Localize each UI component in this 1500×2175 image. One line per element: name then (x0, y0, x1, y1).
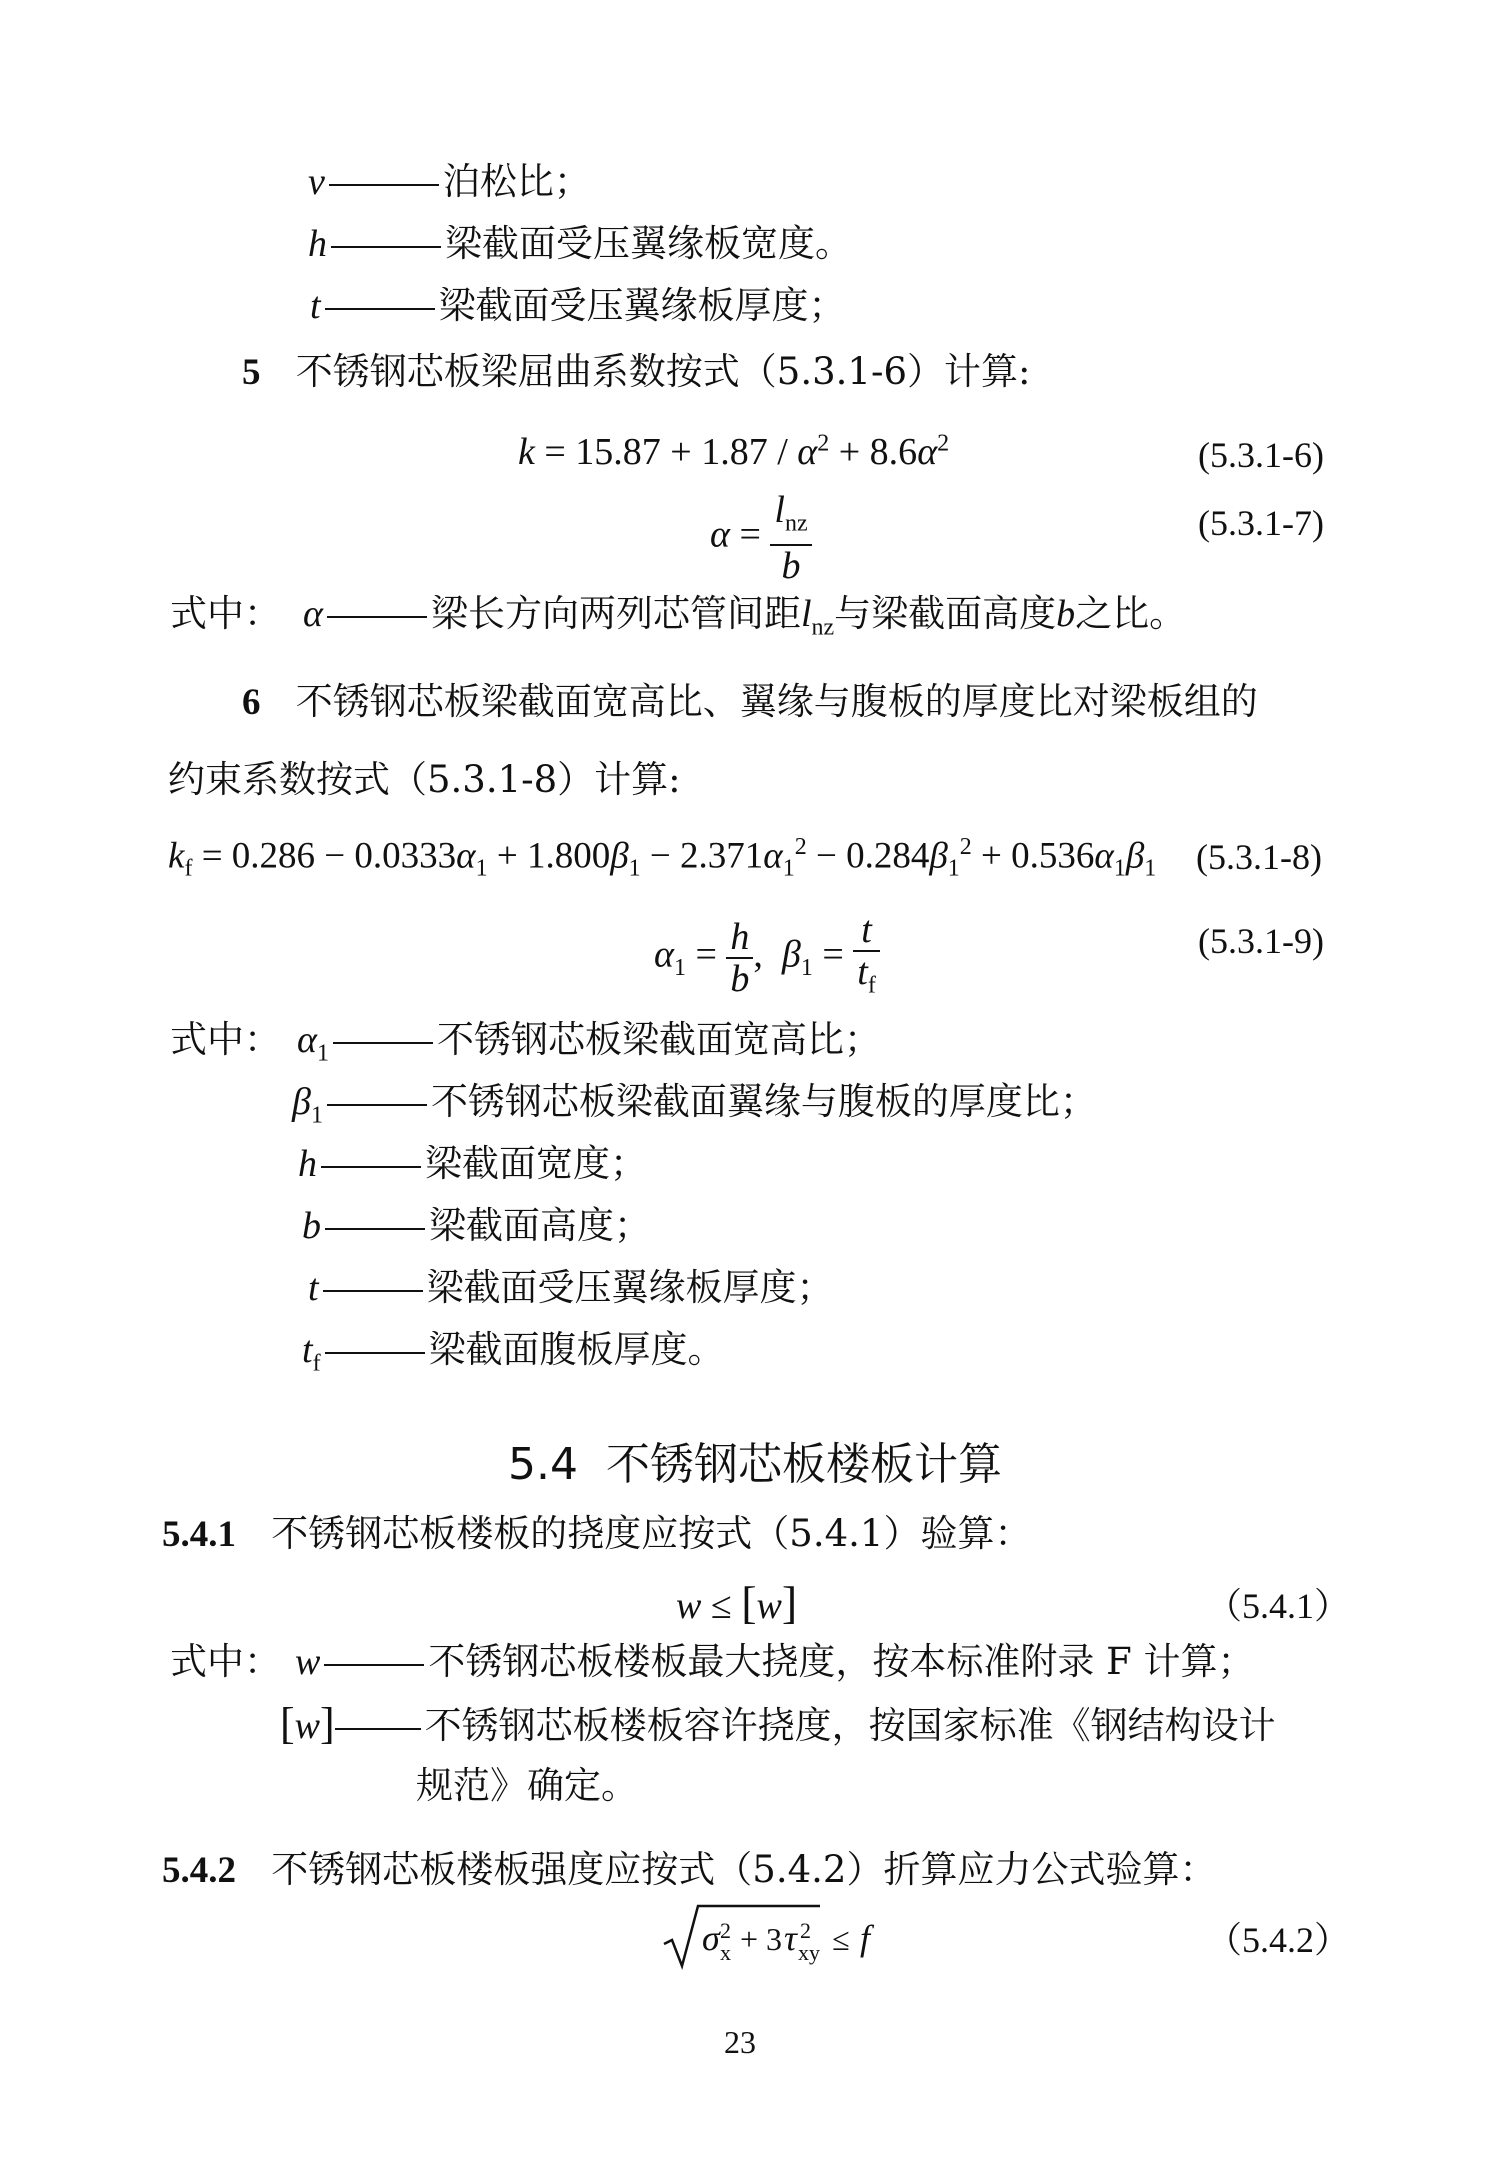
item-6-line1: 6 不锈钢芯板梁截面宽高比、翼缘与腹板的厚度比对梁板组的 (242, 680, 1258, 723)
def-ww: [w] 不锈钢芯板楼板容许挠度，按国家标准《钢结构设计 (280, 1699, 1276, 1748)
clause-5-4-2: 5.4.2 不锈钢芯板楼板强度应按式（5.4.2）折算应力公式验算： (162, 1848, 1217, 1891)
def-h-width: h 梁截面宽度； (298, 1142, 647, 1185)
def-ww-line2: 规范》确定。 (416, 1764, 638, 1807)
eq-label-9: (5.3.1-9) (1198, 921, 1324, 961)
def-t: t 梁截面受压翼缘板厚度； (310, 284, 846, 327)
def-v: v 泊松比； (308, 160, 591, 203)
section-heading: 5.4 不锈钢芯板楼板计算 (508, 1439, 1002, 1490)
svg-text:+ 3: + 3 (740, 1921, 783, 1957)
equation-5-3-1-8: $k_f = 0.286 - 0.0333\alpha_1 + 1.800\beta_1 - 2.371\alpha_1^2 - 0.284\beta_1^2 + 0.536\alpha_1\beta_1$ (168, 834, 1157, 882)
item-6-line2: 约束系数按式（5.3.1-8）计算: (168, 758, 681, 801)
def-w: 式中： w 不锈钢芯板楼板最大挠度，按本标准附录 F 计算； (170, 1640, 1255, 1683)
eq-label-542: （5.4.2） (1206, 1920, 1351, 1960)
def-h: h 梁截面受压翼缘板宽度。 (308, 222, 852, 265)
svg-text:≤: ≤ (832, 1921, 850, 1957)
equation-5-3-1-7: α = $\frac{l_{nz}}{b}$ (710, 490, 812, 586)
equation-5-4-1: w ≤ [w] (676, 1577, 798, 1628)
def-alpha1: 式中： $\alpha_1$ 不锈钢芯板梁截面宽高比； (170, 1018, 881, 1067)
eq-label-7: (5.3.1-7) (1198, 503, 1324, 543)
svg-text:x: x (720, 1940, 731, 1965)
equation-5-3-1-9: $\alpha_1$ = $\frac{h}{b}$ , $\beta_1$ = $\frac{t}{t_f}$ (654, 910, 880, 1006)
svg-text:2: 2 (720, 1918, 731, 1943)
page-number: 23 (724, 2024, 756, 2060)
eq-label-6: (5.3.1-6) (1198, 435, 1324, 475)
def-b-height: b 梁截面高度； (302, 1204, 651, 1247)
svg-text:f: f (860, 1918, 871, 1958)
svg-text:2: 2 (800, 1918, 811, 1943)
equation-5-4-2 (660, 1902, 890, 1976)
svg-text:σ: σ (702, 1918, 720, 1958)
def-beta1: $\beta_1$ 不锈钢芯板梁截面翼缘与腹板的厚度比； (292, 1080, 1097, 1129)
svg-text:xy: xy (798, 1940, 820, 1965)
def-t-thickness: t 梁截面受压翼缘板厚度； (308, 1266, 834, 1309)
clause-5-4-1: 5.4.1 不锈钢芯板楼板的挠度应按式（5.4.1）验算： (162, 1512, 1032, 1555)
eq-label-8: (5.3.1-8) (1196, 837, 1322, 877)
item-5: 5 不锈钢芯板梁屈曲系数按式（5.3.1-6）计算: (242, 350, 1031, 393)
svg-text:τ: τ (784, 1918, 797, 1958)
equation-5-3-1-6: $k = 15.87 + 1.87 / \alpha^2 + 8.6\alpha^2$ (518, 430, 950, 473)
eq-label-541: （5.4.1） (1206, 1586, 1351, 1626)
def-tf: $t_f$ 梁截面腹板厚度。 (302, 1328, 725, 1377)
where-alpha: 式中： α 梁长方向两列芯管间距$l_{nz}$与梁截面高度b之比。 (170, 592, 1187, 641)
